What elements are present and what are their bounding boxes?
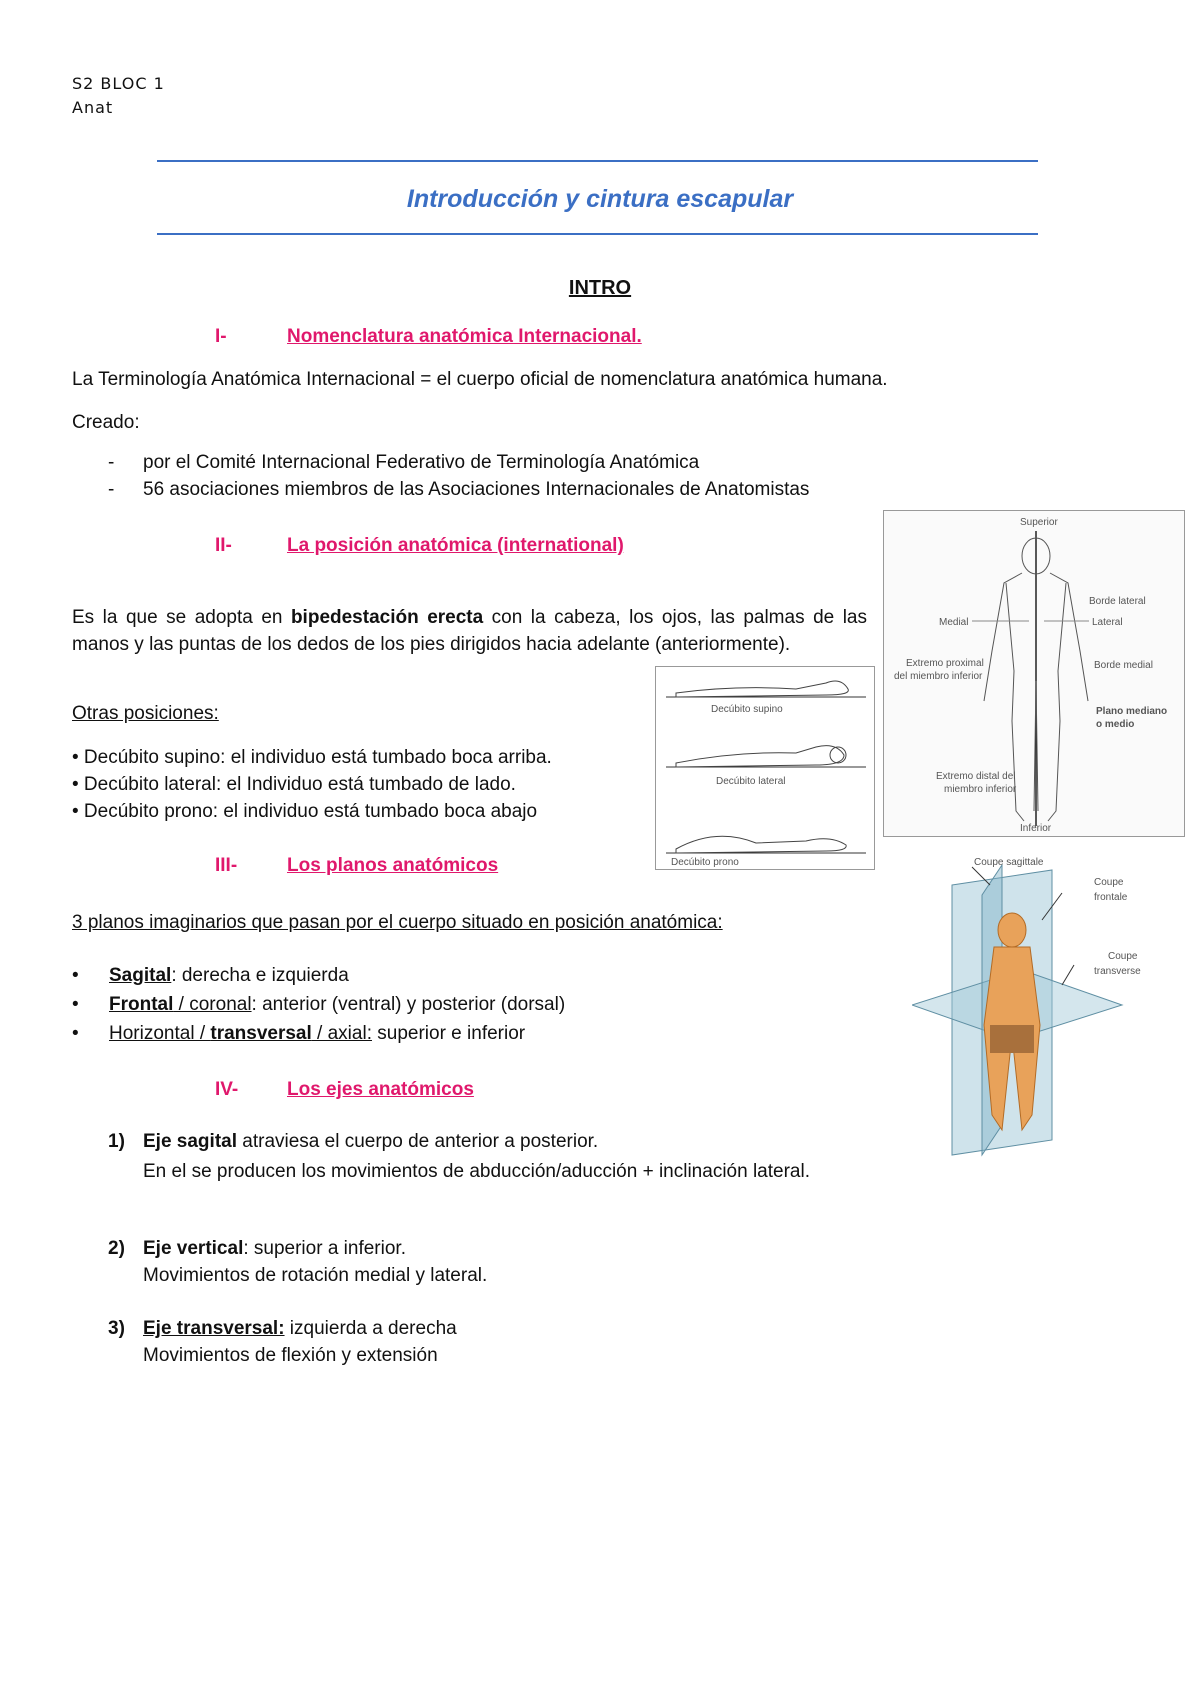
text-run: : derecha e izquierda (171, 965, 349, 986)
title-rule-top (157, 160, 1038, 162)
fig-label: Extremo proximal (906, 658, 984, 669)
dash-marker: - (108, 452, 115, 473)
bullet-marker: • (72, 994, 79, 1015)
section-number: I- (215, 326, 227, 347)
fig-label: Decúbito lateral (716, 776, 786, 787)
text-run: Es la que se adopta en (72, 607, 291, 628)
fig-label: Coupe (1094, 877, 1124, 888)
list-item (109, 1023, 525, 1045)
term: Eje sagital (143, 1131, 237, 1152)
fig-label: miembro inferior (944, 784, 1017, 795)
figure-anatomical-position (883, 510, 1185, 837)
fig-label: Borde lateral (1089, 596, 1146, 607)
list-item: por el Comité Internacional Federativo de Terminología Anatómica (143, 452, 700, 473)
section-title: Nomenclatura anatómica Internacional. (287, 326, 642, 347)
term: / axial: (311, 1023, 372, 1044)
term: / coronal (173, 994, 252, 1015)
fig-label: Borde medial (1094, 660, 1153, 671)
text-run: superior e inferior (371, 1023, 526, 1044)
fig-label: Extremo distal del (936, 771, 1016, 782)
list-item: • Decúbito prono: el individuo está tumbado boca abajo (72, 801, 538, 822)
planes-diagram (912, 855, 1172, 1160)
section-heading-3 (215, 855, 498, 877)
section-heading-intro: INTRO (568, 277, 632, 299)
list-number: 3) (108, 1318, 125, 1339)
list-item (109, 994, 565, 1016)
term: Sagital (109, 965, 172, 986)
paragraph-creado: Creado: (72, 412, 140, 433)
dash-marker: - (108, 479, 115, 500)
section-title: La posición anatómica (international) (287, 535, 624, 556)
fig-label: Plano mediano (1096, 706, 1168, 717)
list-detail: Movimientos de rotación medial y lateral. (143, 1265, 488, 1286)
section-heading-4 (215, 1079, 474, 1101)
fig-label: Coupe sagittale (974, 857, 1044, 868)
doc-header-code: S2 BLOC 1 (72, 74, 165, 93)
fig-label: Coupe (1108, 951, 1138, 962)
section-title: Los planos anatómicos (287, 855, 499, 876)
planes-intro: 3 planos imaginarios que pasan por el cuerpo situado en posición anatómica: (72, 912, 723, 933)
text-run-bold: bipedestación erecta (290, 607, 484, 628)
fig-label: Lateral (1092, 617, 1123, 628)
fig-label: del miembro inferior (894, 671, 983, 682)
section-heading-1 (215, 326, 642, 348)
term: Frontal (109, 994, 174, 1015)
fig-label: Decúbito prono (671, 857, 739, 868)
section-number: III- (215, 855, 238, 876)
term: Eje vertical (143, 1238, 244, 1259)
paragraph-terminologia: La Terminología Anatómica Internacional = el cuerpo oficial de nomenclatura anatómica humana. (72, 369, 888, 390)
fig-label: transverse (1094, 966, 1141, 977)
fig-label: Medial (939, 617, 969, 628)
list-item: • Decúbito supino: el individuo está tumbado boca arriba. (72, 747, 552, 768)
text-run: atraviesa el cuerpo de anterior a posterior. (237, 1131, 599, 1152)
list-item: 56 asociaciones miembros de las Asociaciones Internacionales de Anatomistas (143, 479, 810, 500)
figure-decubito-positions (655, 666, 875, 870)
text-run: con la cabeza, los ojos, las palmas de las manos y las puntas de los dedos de los pies dirigidos hacia adelante (anteriormente). (72, 607, 867, 655)
figure-anatomical-planes (912, 855, 1172, 1160)
bullet-marker: • (72, 1023, 79, 1044)
doc-header-subject: Anat (72, 98, 114, 117)
otras-posiciones-label: Otras posiciones: (72, 703, 219, 724)
list-number: 2) (108, 1238, 125, 1259)
fig-label: o medio (1096, 719, 1135, 730)
section-number: II- (215, 535, 232, 556)
fig-label: Superior (1020, 517, 1058, 528)
text-run: : anterior (ventral) y posterior (dorsal) (251, 994, 566, 1015)
list-item (143, 1318, 457, 1340)
body-diagram (884, 511, 1184, 836)
list-item: • Decúbito lateral: el Individuo está tumbado de lado. (72, 774, 516, 795)
section-heading-2 (215, 535, 624, 557)
term: Eje transversal: (143, 1318, 285, 1339)
term: transversal (210, 1023, 312, 1044)
list-item (143, 1131, 598, 1153)
text-run: izquierda a derecha (284, 1318, 457, 1339)
list-detail: Movimientos de flexión y extensión (143, 1345, 438, 1366)
section-number: IV- (215, 1079, 239, 1100)
paragraph-posicion (72, 604, 867, 658)
list-detail: En el se producen los movimientos de abducción/aducción + inclinación lateral. (143, 1161, 810, 1182)
page-title: Introducción y cintura escapular (406, 185, 794, 213)
decubito-diagram (656, 667, 874, 869)
title-rule-bottom (157, 233, 1038, 235)
list-number: 1) (108, 1131, 125, 1152)
fig-label: Decúbito supino (711, 704, 783, 715)
term: Horizontal / (109, 1023, 211, 1044)
section-title: Los ejes anatómicos (287, 1079, 474, 1100)
bullet-marker: • (72, 965, 79, 986)
fig-label: frontale (1094, 892, 1128, 903)
list-item (109, 965, 349, 987)
list-item (143, 1238, 406, 1260)
fig-label: Inferior (1020, 823, 1052, 834)
text-run: : superior a inferior. (243, 1238, 406, 1259)
